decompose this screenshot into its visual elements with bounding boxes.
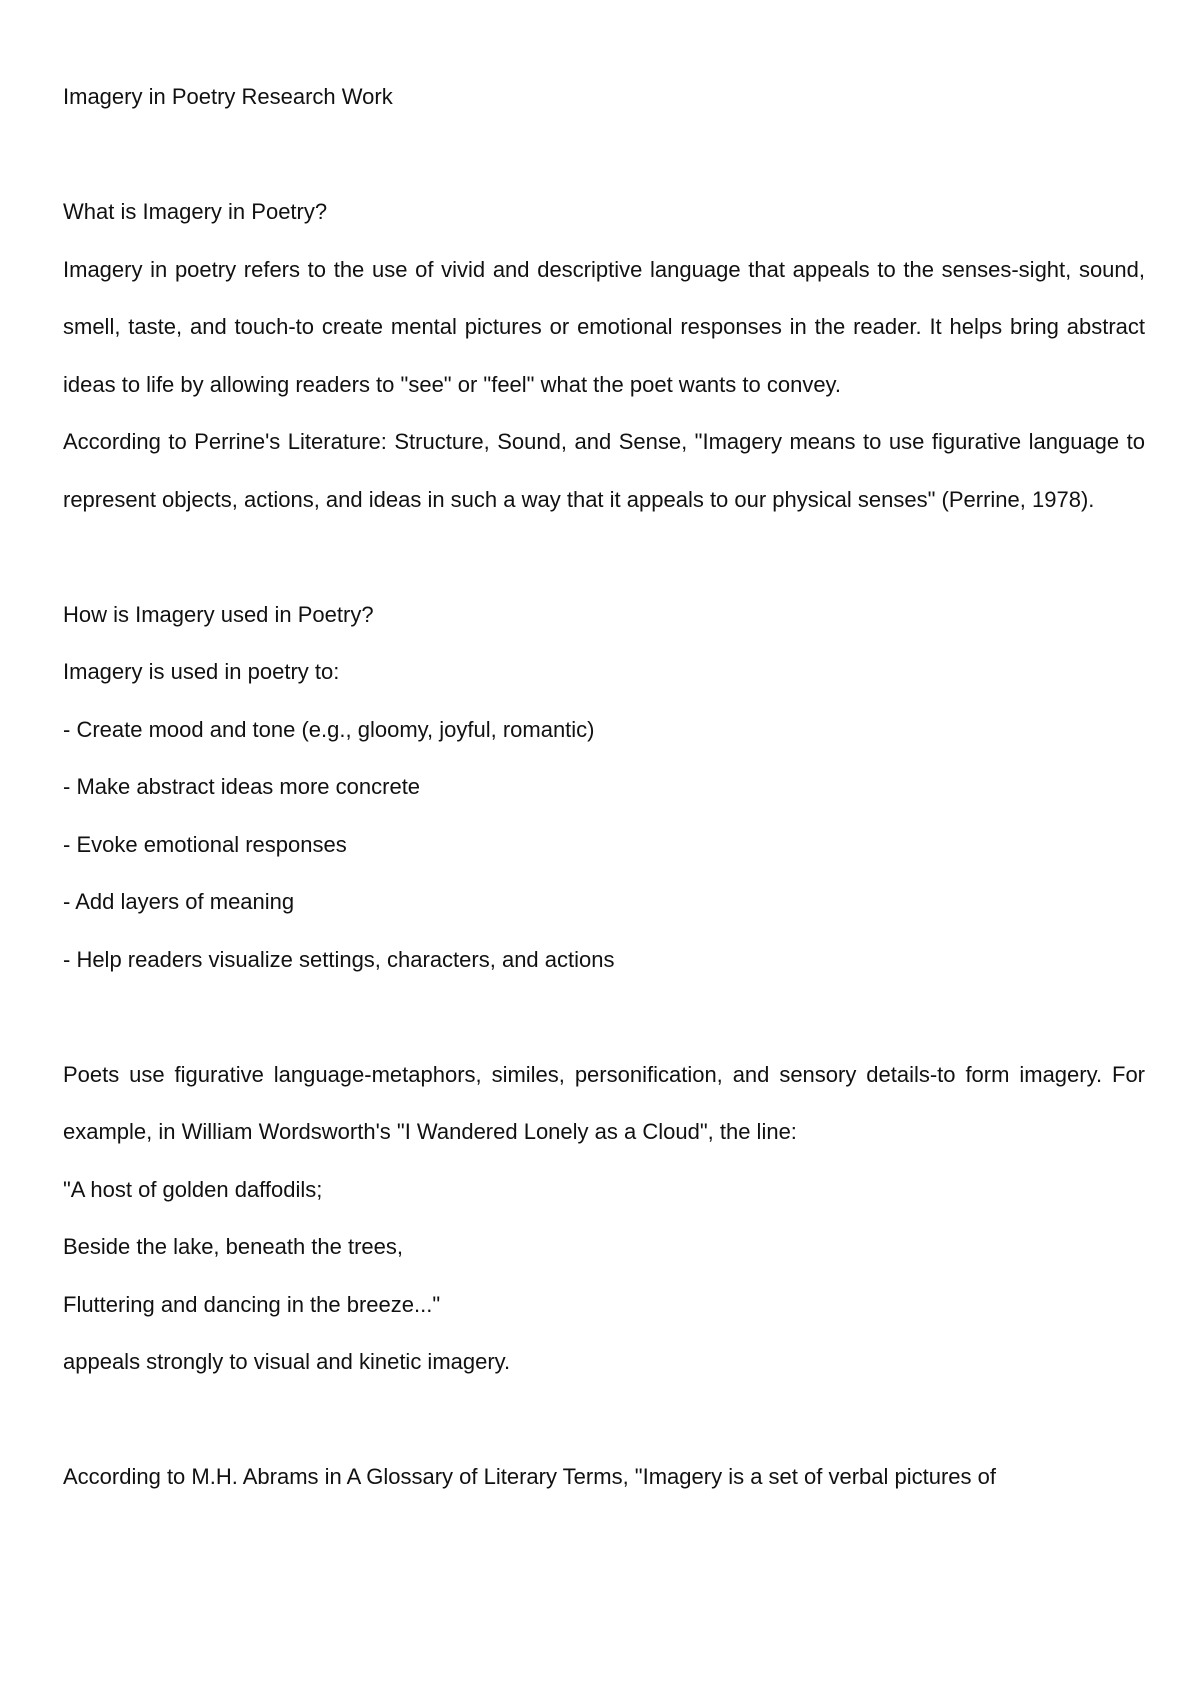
abrams-quote-partial: According to M.H. Abrams in A Glossary of Literary Terms, "Imagery is a set of verbal pictures of: [63, 1464, 996, 1489]
poem-quote-line: "A host of golden daffodils;: [63, 1176, 323, 1202]
document-page: [63, 68, 1145, 1506]
poem-conclusion: appeals strongly to visual and kinetic imagery.: [63, 1349, 511, 1374]
list-item: - Evoke emotional responses: [63, 831, 347, 857]
uses-list: [63, 701, 1145, 989]
list-item: - Add layers of meaning: [63, 889, 295, 914]
spacer: [63, 988, 1145, 1046]
spacer: [63, 126, 1145, 184]
poem-quote-line: Beside the lake, beneath the trees,: [63, 1234, 404, 1259]
list-item: - Make abstract ideas more concrete: [63, 774, 421, 799]
list-item: - Create mood and tone (e.g., gloomy, joyful, romantic): [63, 716, 595, 742]
definition-paragraph: Imagery in poetry refers to the use of vivid and descriptive language that appeals to the senses-sight, sound, smell, taste, and touch-to create mental pictures or emotional responses in the reader. It helps bring abstract ideas to life by allowing readers to "see" or "feel" what the poet wants to convey.: [63, 256, 1145, 397]
section-heading-what-is-imagery: What is Imagery in Poetry?: [63, 199, 328, 224]
section-heading-how-is-imagery-used: How is Imagery used in Poetry?: [63, 601, 374, 627]
spacer: [63, 528, 1145, 586]
list-item: - Help readers visualize settings, characters, and actions: [63, 946, 615, 972]
perrine-quote-paragraph: According to Perrine's Literature: Structure, Sound, and Sense, "Imagery means to use figurative language to represent objects, actions, and ideas in such a way that it appeals to our physical senses" (Perrine, 1978).: [63, 429, 1145, 512]
spacer: [63, 1391, 1145, 1449]
uses-intro: Imagery is used in poetry to:: [63, 659, 340, 684]
figurative-language-paragraph: Poets use figurative language-metaphors, similes, personification, and sensory details-to form imagery. For example, in William Wordsworth's "I Wandered Lonely as a Cloud", the line:: [63, 1061, 1145, 1144]
document-title: Imagery in Poetry Research Work: [63, 84, 393, 109]
poem-quote-line: Fluttering and dancing in the breeze...": [63, 1291, 441, 1317]
